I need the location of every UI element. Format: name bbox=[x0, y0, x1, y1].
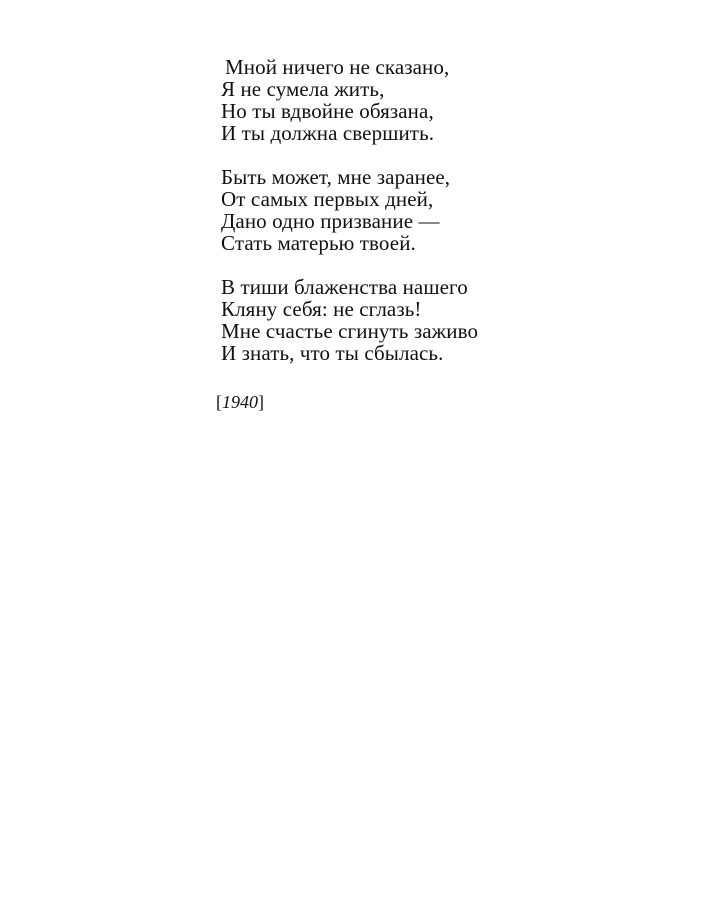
poem-line: И ты должна свершить. bbox=[221, 121, 435, 145]
stanza-1 bbox=[221, 56, 641, 144]
stanza-2 bbox=[221, 166, 641, 254]
date-open-bracket: [ bbox=[216, 392, 222, 412]
poem bbox=[221, 56, 641, 386]
poem-line: Быть может, мне заранее, bbox=[221, 165, 451, 189]
poem-line: От самых первых дней, bbox=[221, 187, 434, 211]
poem-line: Но ты вдвойне обязана, bbox=[221, 99, 434, 123]
poem-line: И знать, что ты сбылась. bbox=[221, 341, 444, 365]
poem-line: Мне счастье сгинуть заживо bbox=[221, 319, 479, 343]
poem-line: Дано одно призвание — bbox=[221, 209, 440, 233]
poem-line: Мной ничего не сказано, bbox=[225, 55, 450, 79]
poem-date bbox=[216, 392, 264, 412]
poem-line: Я не сумела жить, bbox=[221, 77, 385, 101]
date-close-bracket: ] bbox=[258, 392, 264, 412]
poem-line: В тиши блаженства нашего bbox=[221, 275, 468, 299]
poem-line: Стать матерью твоей. bbox=[221, 231, 416, 255]
date-year: 1940 bbox=[222, 392, 258, 412]
stanza-3 bbox=[221, 276, 641, 364]
poem-line: Кляну себя: не сглазь! bbox=[221, 297, 422, 321]
